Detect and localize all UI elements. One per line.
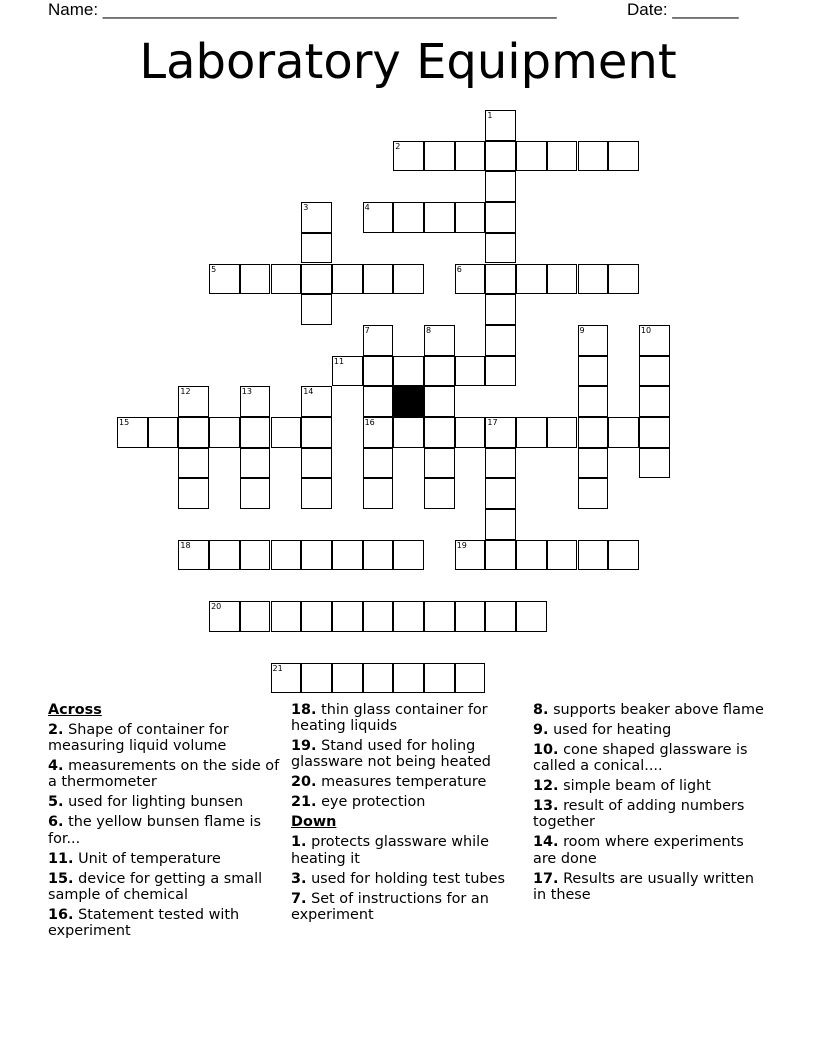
clue-number-label: 6. xyxy=(48,814,64,831)
clue-text: simple beam of light xyxy=(563,778,711,795)
down-heading: Down xyxy=(291,814,337,831)
crossword-cell[interactable] xyxy=(240,478,271,509)
clue-text: measures temperature xyxy=(321,774,487,791)
crossword-cell[interactable] xyxy=(608,264,639,295)
crossword-cell[interactable] xyxy=(455,663,486,694)
down-clue xyxy=(533,871,765,903)
crossword-cell[interactable] xyxy=(363,448,394,479)
crossword-cell[interactable] xyxy=(363,202,394,233)
crossword-cell[interactable] xyxy=(424,601,455,632)
crossword-cell[interactable] xyxy=(516,141,547,172)
clue-text: Results are usually written in these xyxy=(533,870,755,903)
across-clue xyxy=(48,907,280,939)
crossword-cell[interactable] xyxy=(301,540,332,571)
crossword-cell[interactable] xyxy=(393,540,424,571)
date-field-label: Date: _______ xyxy=(627,0,739,19)
crossword-cell[interactable] xyxy=(455,264,486,295)
crossword-cell[interactable] xyxy=(393,141,424,172)
crossword-cell[interactable] xyxy=(485,141,516,172)
crossword-cell[interactable] xyxy=(485,417,516,448)
crossword-cell[interactable] xyxy=(455,417,486,448)
crossword-cell[interactable] xyxy=(301,386,332,417)
crossword-cell[interactable] xyxy=(271,540,302,571)
down-clue xyxy=(533,834,765,866)
clue-number: 3 xyxy=(303,203,309,213)
clue-number-label: 14. xyxy=(533,834,559,851)
crossword-cell[interactable] xyxy=(455,202,486,233)
crossword-cell[interactable] xyxy=(516,601,547,632)
clue-number: 10 xyxy=(640,325,652,335)
crossword-cell[interactable] xyxy=(240,448,271,479)
clue-number-label: 2. xyxy=(48,722,64,738)
clue-text: Stand used for holing glassware not being heated xyxy=(291,738,491,771)
crossword-cell[interactable] xyxy=(547,540,578,571)
clue-text: used for heating xyxy=(553,722,672,738)
down-clue xyxy=(533,778,765,794)
clue-text: measurements on the side of a thermometer xyxy=(48,758,280,791)
clue-number-label: 11. xyxy=(48,850,74,867)
clue-number-label: 10. xyxy=(533,742,559,758)
crossword-cell[interactable] xyxy=(240,386,271,417)
clue-number-label: 3. xyxy=(291,870,307,887)
crossword-cell[interactable] xyxy=(485,325,516,356)
clue-text: result of adding numbers together xyxy=(533,798,745,831)
crossword-cell[interactable] xyxy=(485,294,516,325)
clue-number-label: 12. xyxy=(533,778,559,795)
crossword-cell[interactable] xyxy=(240,417,271,448)
crossword-cell[interactable] xyxy=(516,540,547,571)
crossword-cell[interactable] xyxy=(209,264,240,295)
clue-number: 18 xyxy=(180,540,191,550)
clue-text: eye protection xyxy=(321,794,426,811)
clue-text: used for lighting bunsen xyxy=(68,794,244,811)
clue-text: the yellow bunsen flame is for... xyxy=(48,814,262,847)
clue-number: 21 xyxy=(272,663,283,673)
clue-number: 5 xyxy=(211,264,217,274)
crossword-cell[interactable] xyxy=(240,540,271,571)
crossword-cell[interactable] xyxy=(332,663,363,694)
crossword-cell[interactable] xyxy=(393,417,424,448)
crossword-cell[interactable] xyxy=(209,417,240,448)
clue-number: 1 xyxy=(487,111,493,120)
crossword-cell[interactable] xyxy=(363,356,394,387)
crossword-cell[interactable] xyxy=(485,202,516,233)
crossword-cell[interactable] xyxy=(301,202,332,233)
crossword-cell[interactable] xyxy=(547,417,578,448)
black-square xyxy=(393,386,424,417)
clue-text: cone shaped glassware is called a conical.... xyxy=(533,742,748,775)
crossword-cell[interactable] xyxy=(424,386,455,417)
crossword-cell[interactable] xyxy=(547,264,578,295)
crossword-cell[interactable] xyxy=(547,141,578,172)
crossword-cell[interactable] xyxy=(639,386,670,417)
page-title: Laboratory Equipment xyxy=(139,34,677,90)
crossword-cell[interactable] xyxy=(178,540,209,571)
crossword-cell[interactable] xyxy=(608,141,639,172)
crossword-cell[interactable] xyxy=(639,417,670,448)
clue-text: supports beaker above flame xyxy=(553,702,764,718)
name-field-label: Name: ________________________________________________ xyxy=(48,0,557,19)
clue-text: Unit of temperature xyxy=(78,850,221,867)
crossword-cell[interactable] xyxy=(363,417,394,448)
crossword-cell[interactable] xyxy=(271,264,302,295)
across-clue xyxy=(291,738,523,770)
crossword-cell[interactable] xyxy=(455,356,486,387)
clue-number-label: 5. xyxy=(48,794,64,811)
crossword-cell[interactable] xyxy=(485,448,516,479)
crossword-cell[interactable] xyxy=(363,663,394,694)
clue-number-label: 7. xyxy=(291,890,307,907)
crossword-cell[interactable] xyxy=(485,540,516,571)
crossword-cell[interactable] xyxy=(332,264,363,295)
crossword-cell[interactable] xyxy=(424,663,455,694)
crossword-cell[interactable] xyxy=(363,601,394,632)
crossword-cell[interactable] xyxy=(424,141,455,172)
crossword-cell[interactable] xyxy=(301,663,332,694)
crossword-cell[interactable] xyxy=(363,478,394,509)
down-clue xyxy=(533,702,765,718)
clue-number-label: 19. xyxy=(291,738,317,755)
crossword-cell[interactable] xyxy=(578,325,609,356)
crossword-cell[interactable] xyxy=(578,478,609,509)
crossword-cell[interactable] xyxy=(485,171,516,202)
crossword-cell[interactable] xyxy=(301,448,332,479)
clue-number: 6 xyxy=(456,264,462,274)
crossword-cell[interactable] xyxy=(578,356,609,387)
crossword-cell[interactable] xyxy=(424,448,455,479)
down-clue xyxy=(533,722,765,738)
clue-number: 17 xyxy=(487,418,498,427)
crossword-cell[interactable] xyxy=(271,601,302,632)
crossword-cell[interactable] xyxy=(485,601,516,632)
down-clue xyxy=(291,834,523,866)
clue-column-2 xyxy=(291,702,523,927)
clue-text: Shape of container for measuring liquid volume xyxy=(48,722,229,755)
across-clue xyxy=(48,851,280,867)
crossword-cell[interactable] xyxy=(455,601,486,632)
crossword-cell[interactable] xyxy=(363,325,394,356)
crossword-cell[interactable] xyxy=(240,264,271,295)
clue-number: 9 xyxy=(579,325,585,335)
clue-number-label: 21. xyxy=(291,794,317,811)
clue-column-3 xyxy=(533,702,765,907)
clue-number: 14 xyxy=(303,387,314,397)
clue-number-label: 18. xyxy=(291,702,317,718)
crossword-cell[interactable] xyxy=(301,294,332,325)
clue-text: thin glass container for heating liquids xyxy=(291,702,488,735)
crossword-cell[interactable] xyxy=(393,663,424,694)
clue-number-label: 20. xyxy=(291,774,317,791)
across-clue xyxy=(291,774,523,790)
crossword-cell[interactable] xyxy=(485,509,516,540)
clue-number-label: 4. xyxy=(48,758,64,775)
clue-text: Set of instructions for an experiment xyxy=(291,890,489,923)
crossword-cell[interactable] xyxy=(455,141,486,172)
clue-number: 12 xyxy=(180,387,191,397)
clue-text: room where experiments are done xyxy=(533,834,744,867)
clue-number: 13 xyxy=(241,387,252,397)
crossword-cell[interactable] xyxy=(178,478,209,509)
crossword-cell[interactable] xyxy=(271,663,302,694)
clue-number: 2 xyxy=(395,141,401,151)
crossword-cell[interactable] xyxy=(363,540,394,571)
crossword-cell[interactable] xyxy=(332,356,363,387)
across-clue xyxy=(48,758,280,790)
crossword-cell[interactable] xyxy=(485,356,516,387)
down-clue xyxy=(533,742,765,774)
crossword-cell[interactable] xyxy=(455,540,486,571)
crossword-cell[interactable] xyxy=(424,325,455,356)
clue-number-label: 16. xyxy=(48,906,74,923)
clue-number: 8 xyxy=(426,325,432,335)
across-clue xyxy=(48,871,280,903)
crossword-cell[interactable] xyxy=(393,601,424,632)
clue-number: 16 xyxy=(364,418,375,427)
clue-text: protects glassware while heating it xyxy=(291,834,490,867)
across-clue xyxy=(291,794,523,810)
clue-text: used for holding test tubes xyxy=(311,870,505,887)
crossword-cell[interactable] xyxy=(393,264,424,295)
crossword-cell[interactable] xyxy=(363,264,394,295)
crossword-cell[interactable] xyxy=(608,540,639,571)
crossword-cell[interactable] xyxy=(639,325,670,356)
clue-number-label: 1. xyxy=(291,834,307,851)
crossword-cell[interactable] xyxy=(393,202,424,233)
crossword-cell[interactable] xyxy=(424,202,455,233)
crossword-cell[interactable] xyxy=(240,601,271,632)
crossword-cell[interactable] xyxy=(148,417,179,448)
crossword-cell[interactable] xyxy=(178,417,209,448)
across-heading: Across xyxy=(48,702,102,718)
crossword-cell[interactable] xyxy=(178,448,209,479)
clue-number: 19 xyxy=(456,540,467,550)
crossword-cell[interactable] xyxy=(578,386,609,417)
clue-number: 7 xyxy=(364,325,370,335)
crossword-cell[interactable] xyxy=(516,417,547,448)
clue-number-label: 13. xyxy=(533,798,559,815)
crossword-cell[interactable] xyxy=(301,233,332,264)
clue-number: 4 xyxy=(364,203,370,213)
crossword-cell[interactable] xyxy=(301,264,332,295)
clue-number: 11 xyxy=(333,356,345,366)
across-clue xyxy=(48,722,280,754)
crossword-cell[interactable] xyxy=(393,356,424,387)
crossword-cell[interactable] xyxy=(424,478,455,509)
crossword-cell[interactable] xyxy=(578,141,609,172)
clue-number-label: 8. xyxy=(533,702,549,718)
crossword-cell[interactable] xyxy=(578,264,609,295)
clue-number-label: 15. xyxy=(48,870,74,887)
across-clue xyxy=(291,702,523,734)
crossword-cell[interactable] xyxy=(608,417,639,448)
crossword-cell[interactable] xyxy=(578,448,609,479)
crossword-cell[interactable] xyxy=(332,540,363,571)
down-clue xyxy=(291,871,523,887)
crossword-cell[interactable] xyxy=(424,417,455,448)
crossword-cell[interactable] xyxy=(209,540,240,571)
clue-column-1 xyxy=(48,702,280,943)
crossword-cell[interactable] xyxy=(639,448,670,479)
down-clue xyxy=(291,891,523,923)
clue-text: device for getting a small sample of chemical xyxy=(48,870,263,903)
clue-number-label: 9. xyxy=(533,722,549,738)
crossword-cell[interactable] xyxy=(332,601,363,632)
clue-text: Statement tested with experiment xyxy=(48,906,240,940)
crossword-cell[interactable] xyxy=(516,264,547,295)
crossword-cell[interactable] xyxy=(485,264,516,295)
crossword-cell[interactable] xyxy=(639,356,670,387)
crossword-cell[interactable] xyxy=(117,417,148,448)
crossword-cell[interactable] xyxy=(424,356,455,387)
clue-number: 20 xyxy=(211,602,222,612)
crossword-cell[interactable] xyxy=(363,386,394,417)
across-clue xyxy=(48,794,280,810)
crossword-cell[interactable] xyxy=(271,417,302,448)
across-clue xyxy=(48,814,280,846)
crossword-cell[interactable] xyxy=(485,233,516,264)
crossword-cell[interactable] xyxy=(209,601,240,632)
crossword-cell[interactable] xyxy=(301,478,332,509)
crossword-cell[interactable] xyxy=(578,417,609,448)
clue-number: 15 xyxy=(119,418,130,427)
crossword-cell[interactable] xyxy=(485,478,516,509)
crossword-cell[interactable] xyxy=(301,417,332,448)
crossword-cell[interactable] xyxy=(485,110,516,141)
crossword-cell[interactable] xyxy=(578,540,609,571)
crossword-cell[interactable] xyxy=(301,601,332,632)
down-clue xyxy=(533,798,765,830)
clue-number-label: 17. xyxy=(533,870,559,887)
crossword-cell[interactable] xyxy=(178,386,209,417)
